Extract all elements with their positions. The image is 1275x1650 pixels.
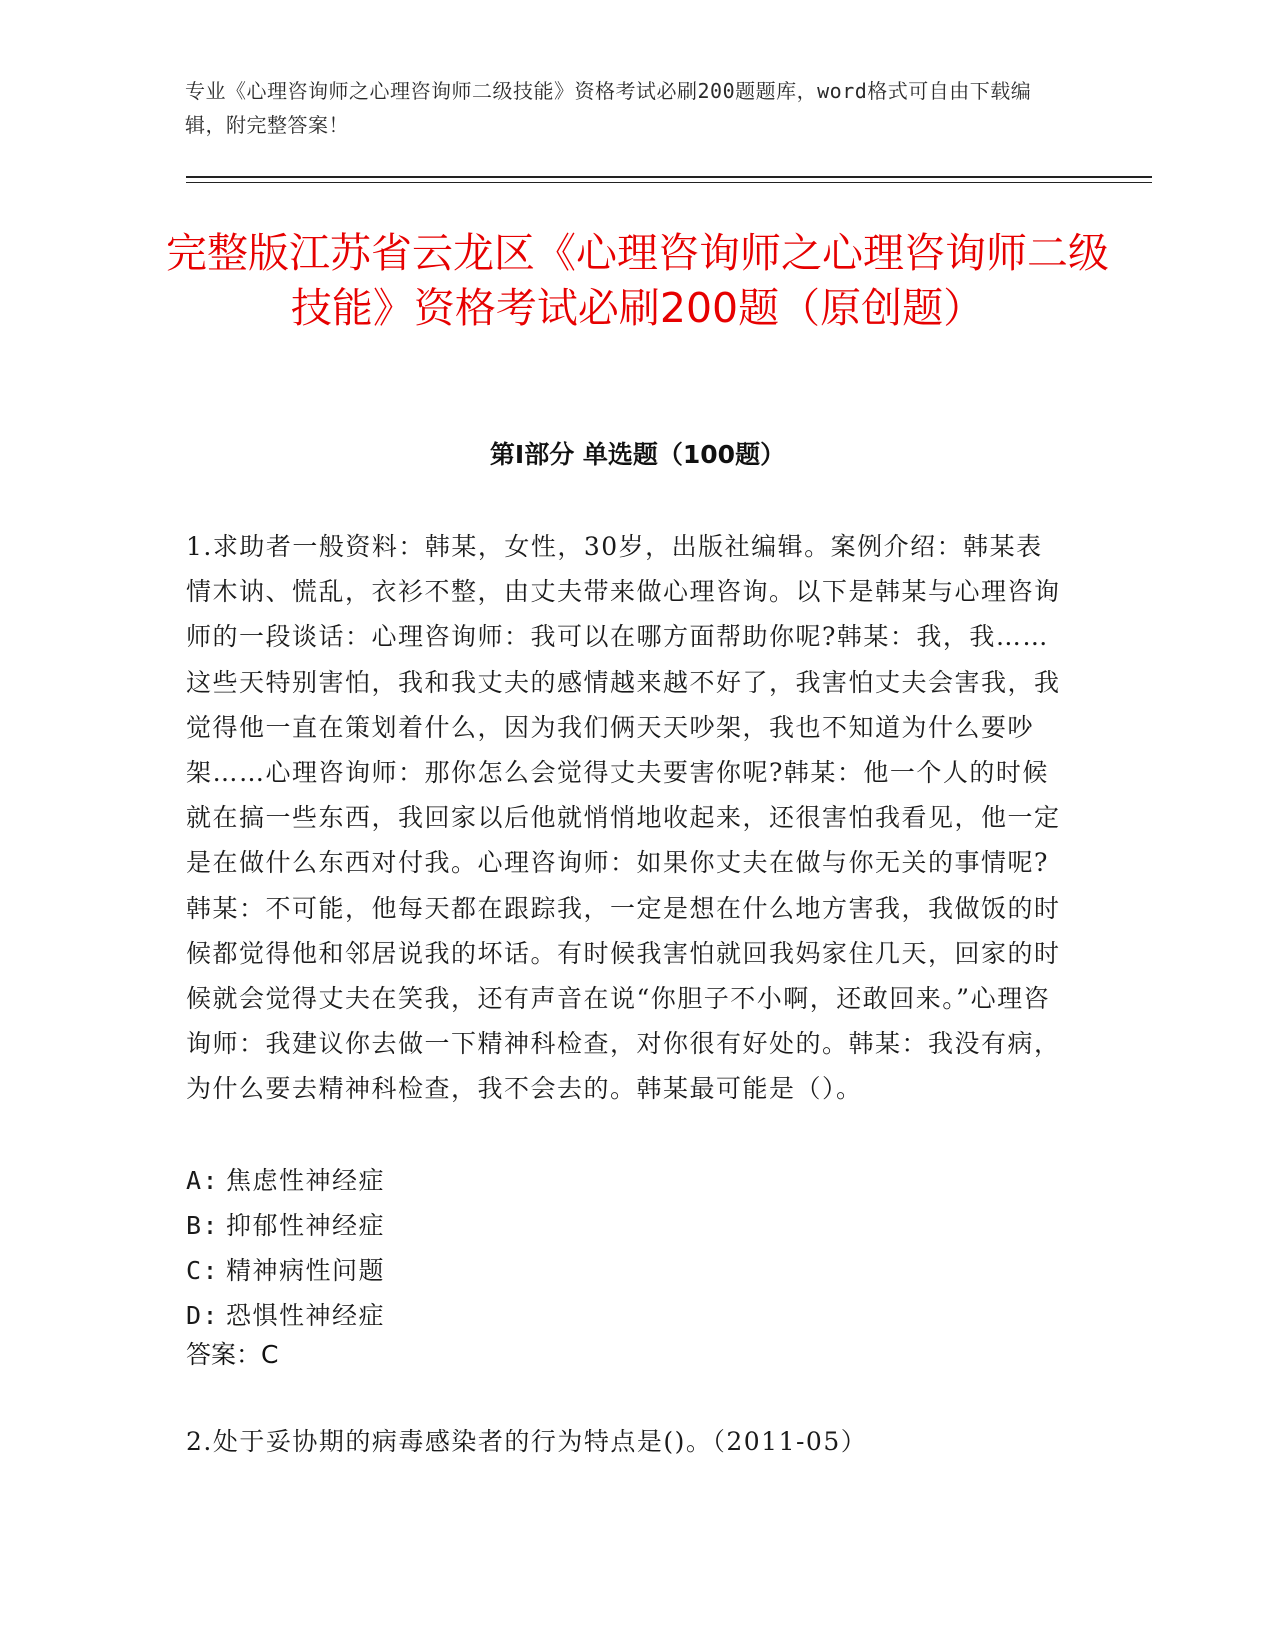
question-1-answer: 答案：C <box>186 1340 279 1369</box>
option-a <box>186 1158 1066 1203</box>
header-rule-thick <box>186 176 1152 178</box>
document-title: 完整版江苏省云龙区《心理咨询师之心理咨询师二级技能》资格考试必刷200题（原创题） <box>166 229 1109 332</box>
option-text: 焦虑性神经症 <box>226 1166 386 1195</box>
option-d <box>186 1293 1066 1338</box>
header-rule-thin <box>186 182 1152 183</box>
option-letter: D: <box>186 1301 220 1330</box>
question-1-options <box>186 1158 1066 1338</box>
section-title: 第Ⅰ部分 单选题（100题） <box>489 440 786 469</box>
option-letter: C: <box>186 1256 220 1285</box>
option-letter: A: <box>186 1166 220 1195</box>
header-note: 专业《心理咨询师之心理咨询师二级技能》资格考试必刷200题题库，word格式可自由下载编辑，附完整答案！ <box>185 79 1032 137</box>
option-text: 抑郁性神经症 <box>226 1211 386 1240</box>
option-text: 精神病性问题 <box>226 1256 386 1285</box>
option-letter: B: <box>186 1211 220 1240</box>
option-text: 恐惧性神经症 <box>226 1301 386 1330</box>
option-b <box>186 1203 1066 1248</box>
question-2-stem: 2.处于妥协期的病毒感染者的行为特点是()。（2011-05） <box>186 1427 868 1456</box>
option-c <box>186 1248 1066 1293</box>
question-1-stem: 1.求助者一般资料：韩某，女性，30岁，出版社编辑。案例介绍：韩某表情木讷、慌乱，衣衫不整，由丈夫带来做心理咨询。以下是韩某与心理咨询师的一段谈话：心理咨询师：我可以在哪方面帮助你呢?韩某：我，我……这些天特别害怕，我和我丈夫的感情越来越不好了，我害怕丈夫会害我，我觉得他一直在策划着什么，因为我们俩天天吵架，我也不知道为什么要吵架……心理咨询师：那你怎么会觉得丈夫要害你呢?韩某：他一个人的时候就在搞一些东西，我回家以后他就悄悄地收起来，还很害怕我看见，他一定是在做什么东西对付我。心理咨询师：如果你丈夫在做与你无关的事情呢?韩某：不可能，他每天都在跟踪我，一定是想在什么地方害我，我做饭的时候都觉得他和邻居说我的坏话。有时候我害怕就回我妈家住几天，回家的时候就会觉得丈夫在笑我，还有声音在说“你胆子不小啊，还敢回来。”心理咨询师：我建议你去做一下精神科检查，对你很有好处的。韩某：我没有病，为什么要去精神科检查，我不会去的。韩某最可能是（）。 <box>186 532 1061 1104</box>
